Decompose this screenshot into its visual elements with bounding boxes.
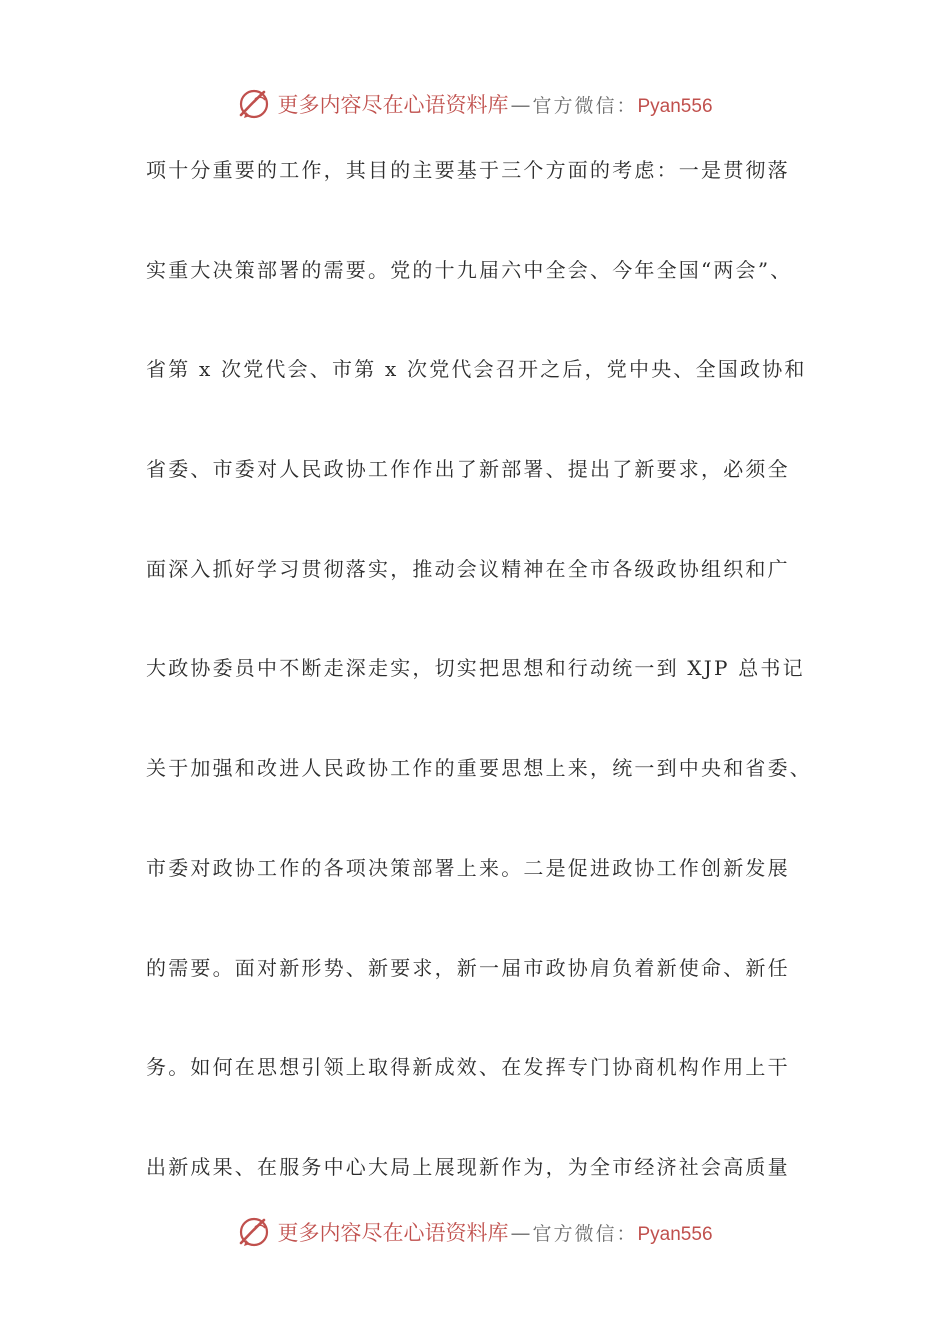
body-line: 实重大决策部署的需要。党的十九届六中全会、今年全国“两会”、 [146, 257, 793, 282]
body-line: 面深入抓好学习贯彻落实，推动会议精神在全市各级政协组织和广 [146, 556, 790, 581]
header-banner [0, 84, 950, 124]
site-name: 更多内容尽在心语资料库 [277, 1221, 509, 1245]
banner-dash: — [510, 93, 531, 117]
footer-banner-text [277, 1217, 712, 1247]
pen-nib-logo-icon [237, 1215, 271, 1249]
footer-banner [0, 1212, 950, 1252]
body-line: 关于加强和改进人民政协工作的重要思想上来，统一到中央和省委、 [146, 756, 812, 781]
wechat-id: Pyan556 [637, 96, 713, 117]
body-line: 大政协委员中不断走深走实，切实把思想和行动统一到 XJP 总书记 [146, 656, 805, 681]
body-line: 务。如何在思想引领上取得新成效、在发挥专门协商机构作用上干 [146, 1055, 790, 1080]
body-line: 项十分重要的工作，其目的主要基于三个方面的考虑：一是贯彻落 [146, 158, 790, 182]
wechat-label: 官方微信： [532, 95, 638, 117]
body-line: 出新成果、在服务中心大局上展现新作为，为全市经济社会高质量 [146, 1154, 790, 1179]
body-line: 的需要。面对新形势、新要求，新一届市政协肩负着新使命、新任 [146, 955, 790, 980]
banner-dash: — [510, 1221, 531, 1245]
wechat-label: 官方微信： [532, 1223, 638, 1245]
site-name: 更多内容尽在心语资料库 [277, 93, 509, 117]
document-body [146, 150, 816, 1247]
body-line: 省委、市委对人民政协工作作出了新部署、提出了新要求，必须全 [146, 457, 790, 482]
wechat-id: Pyan556 [637, 1224, 713, 1245]
body-line: 省第 x 次党代会、市第 x 次党代会召开之后，党中央、全国政协和 [146, 357, 807, 382]
body-line: 市委对政协工作的各项决策部署上来。二是促进政协工作创新发展 [146, 855, 790, 880]
header-banner-text [277, 89, 712, 119]
pen-nib-logo-icon [237, 87, 271, 121]
